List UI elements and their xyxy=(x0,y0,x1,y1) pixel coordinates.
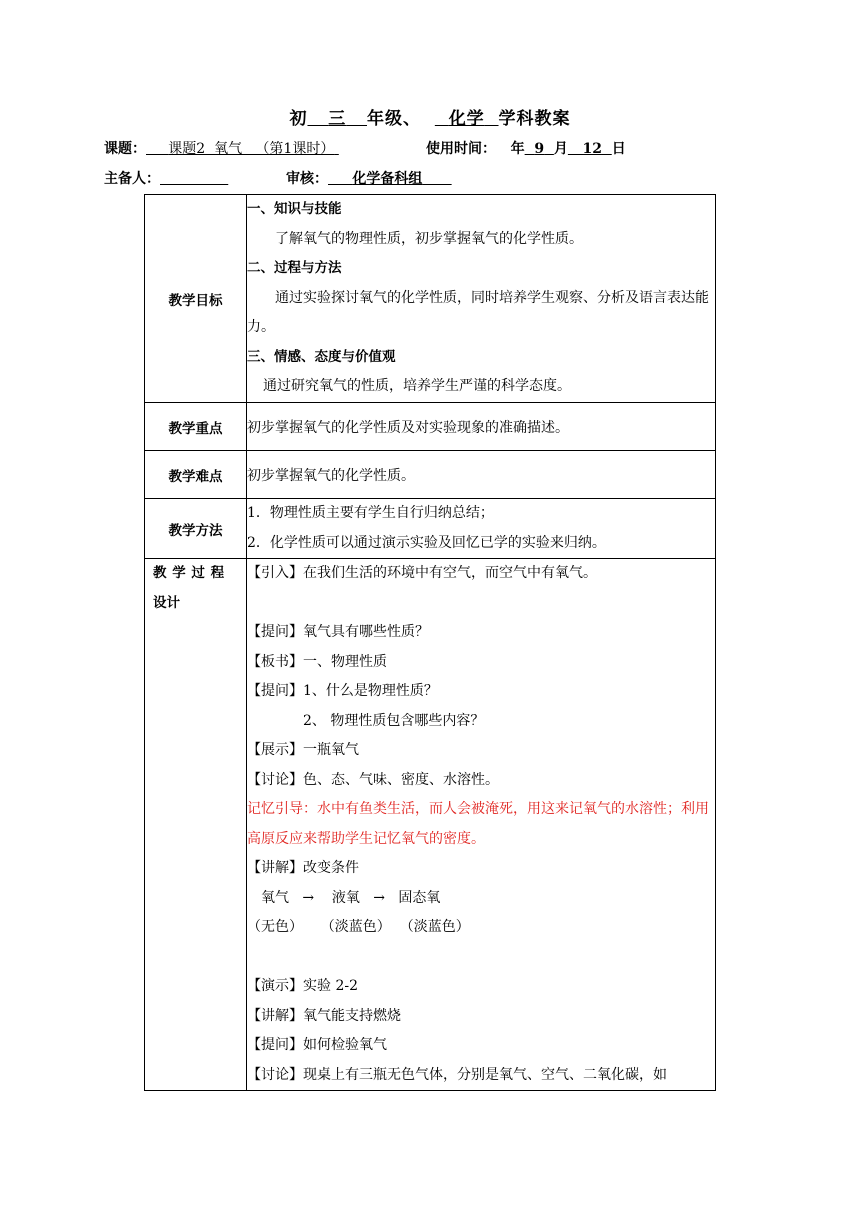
topic-value: 课题2 氧气 （第1课时） xyxy=(168,141,335,157)
goals-heading-3: 三、情感、态度与价值观 xyxy=(247,348,396,365)
row-difficulty xyxy=(145,451,716,499)
usage-time-line: 使用时间： 年 9 月 12 日 xyxy=(426,141,626,157)
process-memory-guide: 记忆引导：水中有鱼类生活，而人会被淹死，用这来记氧气的水溶性；利用高原反应来帮助学生记忆氧气的密度。 xyxy=(247,801,709,847)
lesson-plan-table xyxy=(144,194,716,1091)
grade-value: 三 xyxy=(328,109,347,129)
goals-heading-1: 一、知识与技能 xyxy=(247,201,342,218)
goals-label: 教学目标 xyxy=(145,195,247,403)
process-explain-1: 【讲解】改变条件 xyxy=(247,860,359,876)
process-demo: 【演示】实验 2-2 xyxy=(247,978,358,994)
goals-text-1: 了解氧气的物理性质，初步掌握氧气的化学性质。 xyxy=(275,230,583,247)
process-intro: 【引入】在我们生活的环境中有空气，而空气中有氧气。 xyxy=(247,565,597,581)
process-question-1: 【提问】氧气具有哪些性质？ xyxy=(247,624,429,640)
process-question-3: 【提问】如何检验氧气 xyxy=(247,1037,387,1053)
goals-text-2: 通过实验探讨氧气的化学性质，同时培养学生观察、分析及语言表达能力。 xyxy=(247,289,709,336)
method-label: 教学方法 xyxy=(145,499,247,559)
process-discuss: 【讨论】色、态、气味、密度、水溶性。 xyxy=(247,771,499,788)
process-content xyxy=(247,559,716,1091)
process-colors: （无色） （淡蓝色） （淡蓝色） xyxy=(247,919,470,935)
month-value: 9 xyxy=(534,141,545,157)
method-content xyxy=(247,499,716,559)
row-key-points xyxy=(145,403,716,451)
row-process xyxy=(145,559,716,1091)
process-discuss-2: 【讨论】现桌上有三瓶无色气体，分别是氧气、空气、二氧化碳，如 xyxy=(247,1066,667,1083)
reviewer-value: 化学备科组 xyxy=(352,171,423,187)
page-title: 初 三 年级、 化学 学科教案 xyxy=(289,109,571,129)
process-show: 【展示】一瓶氧气 xyxy=(247,742,359,758)
difficulty-label: 教学难点 xyxy=(145,451,247,499)
day-value: 12 xyxy=(582,141,602,157)
key-label: 教学重点 xyxy=(145,403,247,451)
goals-text-3: 通过研究氧气的性质，培养学生严谨的科学态度。 xyxy=(263,378,571,395)
key-text: 初步掌握氧气的化学性质及对实验现象的准确描述。 xyxy=(247,403,716,451)
preparer-value xyxy=(160,171,228,187)
method-line-2: 2．化学性质可以通过演示实验及回忆已学的实验来归纳。 xyxy=(247,534,606,551)
reviewer-line xyxy=(286,168,452,188)
process-question-2: 【提问】1、什么是物理性质？ xyxy=(247,683,438,699)
topic-label: 课题： xyxy=(104,141,146,157)
reviewer-label: 审核： xyxy=(286,171,328,187)
row-goals xyxy=(145,195,716,403)
subject-value: 化学 xyxy=(448,109,485,129)
goals-heading-2: 二、过程与方法 xyxy=(247,260,342,277)
process-label: 教 学 过 程 设计 xyxy=(145,559,247,1091)
preparer-line xyxy=(104,168,228,188)
time-label: 使用时间： xyxy=(426,141,496,157)
goals-content xyxy=(247,195,716,403)
preparer-label: 主备人： xyxy=(104,171,160,187)
process-explain-2: 【讲解】氧气能支持燃烧 xyxy=(247,1007,401,1024)
process-board: 【板书】一、物理性质 xyxy=(247,653,387,670)
row-method xyxy=(145,499,716,559)
process-question-2b: 2、 物理性质包含哪些内容？ xyxy=(303,712,485,729)
difficulty-text: 初步掌握氧气的化学性质。 xyxy=(247,451,716,499)
process-states: 氧气 → 液氧 → 固态氧 xyxy=(261,889,441,906)
topic-line xyxy=(104,138,339,158)
method-line-1: 1．物理性质主要有学生自行归纳总结； xyxy=(247,505,494,521)
